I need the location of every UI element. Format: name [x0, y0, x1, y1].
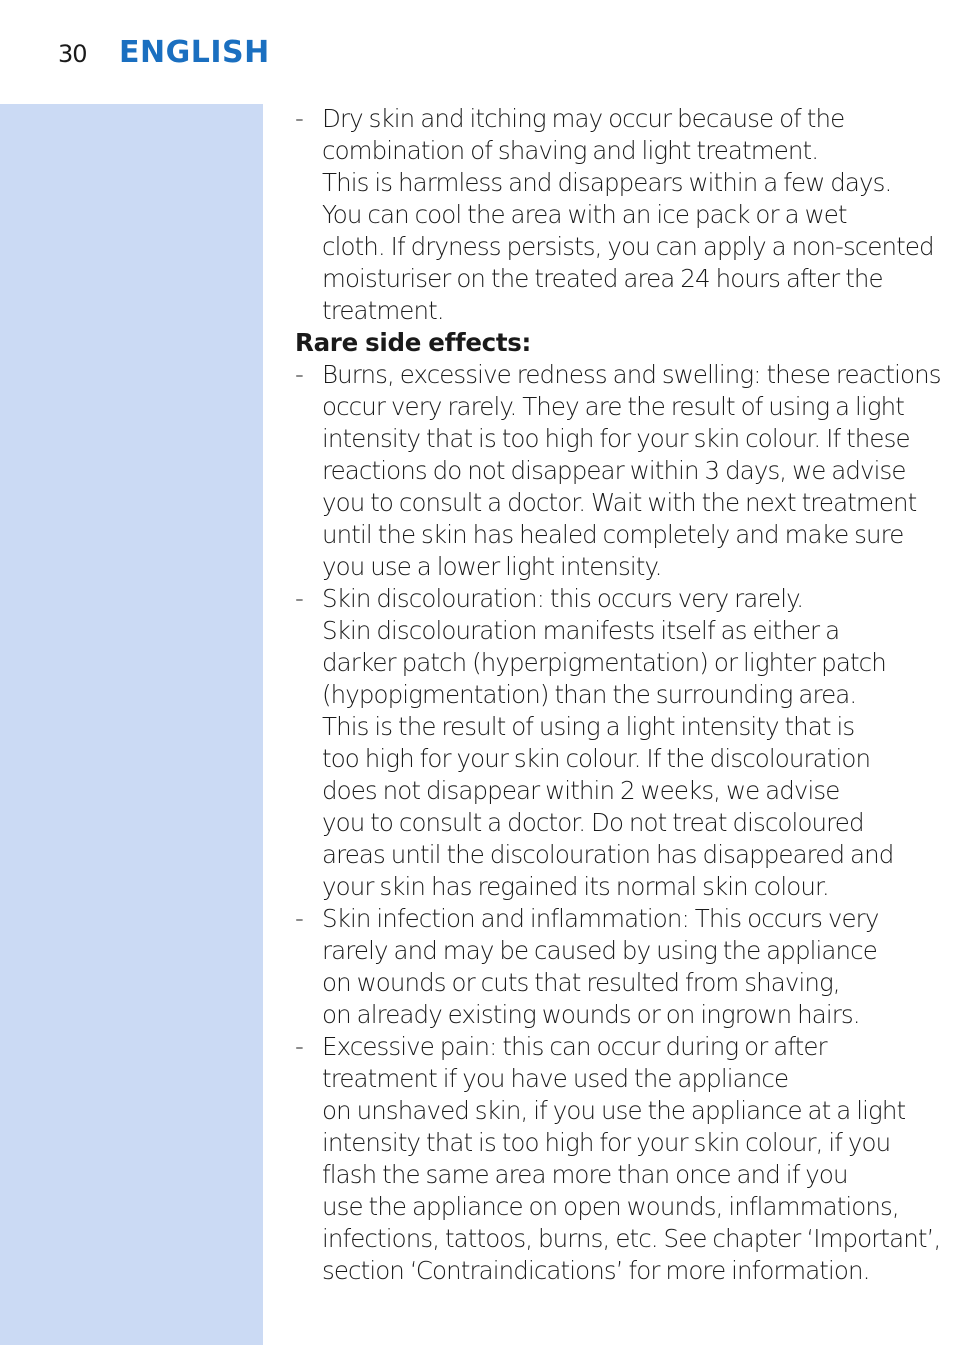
text-line: reactions do not disappear within 3 days, we advise [322, 456, 906, 485]
text-line: treatment. [322, 296, 444, 325]
section-title: ENGLISH [119, 35, 270, 70]
text-line: darker patch (hyperpigmentation) or lighter patch [322, 648, 886, 677]
list-item-skin-discolouration [295, 583, 895, 903]
bullet-dash: - [295, 904, 303, 933]
text-line: rarely and may be caused by using the appliance [322, 936, 877, 965]
text-line: intensity that is too high for your skin colour, if you [322, 1128, 891, 1157]
text-line: occur very rarely. They are the result of using a light [322, 392, 904, 421]
text-line: use the appliance on open wounds, inflammations, [322, 1192, 899, 1221]
list-item-skin-infection [295, 903, 895, 1031]
main-content [295, 103, 941, 1287]
text-line: moisturiser on the treated area 24 hours after the [322, 264, 883, 293]
rare-side-effects-heading: Rare side effects: [295, 328, 532, 357]
text-line: areas until the discolouration has disappeared and [322, 840, 894, 869]
text-line: on already existing wounds or on ingrown hairs. [322, 1000, 860, 1029]
text-line: combination of shaving and light treatment. [322, 136, 819, 165]
text-line: Skin discolouration: this occurs very rarely. [322, 584, 804, 613]
bullet-dash: - [295, 1032, 303, 1061]
text-line: Excessive pain: this can occur during or after [322, 1032, 827, 1061]
text-line: on wounds or cuts that resulted from shaving, [322, 968, 840, 997]
text-line: You can cool the area with an ice pack or a wet [322, 200, 847, 229]
list-item-burns [295, 359, 941, 583]
text-line: your skin has regained its normal skin colour. [322, 872, 829, 901]
text-line: intensity that is too high for your skin colour. If these [322, 424, 910, 453]
text-line: too high for your skin colour. If the discolouration [322, 744, 871, 773]
text-line: until the skin has healed completely and make sure [322, 520, 904, 549]
bullet-dash: - [295, 584, 303, 613]
text-line: Skin infection and inflammation: This occurs very [322, 904, 879, 933]
page-number: 30 [58, 40, 87, 68]
text-line: flash the same area more than once and if you [322, 1160, 848, 1189]
text-line: Burns, excessive redness and swelling: these reactions [322, 360, 941, 389]
text-line: cloth. If dryness persists, you can apply a non-scented [322, 232, 934, 261]
bullet-dash: - [295, 104, 303, 133]
text-line: (hypopigmentation) than the surrounding area. [322, 680, 857, 709]
text-line: you to consult a doctor. Wait with the next treatment [322, 488, 917, 517]
side-band [0, 104, 263, 1345]
list-item-dry-skin [295, 103, 934, 327]
text-line: This is harmless and disappears within a few days. [322, 168, 892, 197]
text-line: section ‘Contraindications’ for more information. [322, 1256, 870, 1285]
text-line: This is the result of using a light intensity that is [322, 712, 855, 741]
text-line: infections, tattoos, burns, etc. See chapter ‘Important’, [322, 1224, 941, 1253]
text-line: you use a lower light intensity. [322, 552, 662, 581]
text-line: treatment if you have used the appliance [322, 1064, 789, 1093]
text-line: on unshaved skin, if you use the appliance at a light [322, 1096, 906, 1125]
text-line: Skin discolouration manifests itself as either a [322, 616, 840, 645]
list-item-excessive-pain [295, 1031, 941, 1287]
text-line: does not disappear within 2 weeks, we advise [322, 776, 840, 805]
text-line: you to consult a doctor. Do not treat discoloured [322, 808, 864, 837]
bullet-dash: - [295, 360, 303, 389]
text-line: Dry skin and itching may occur because of the [322, 104, 845, 133]
